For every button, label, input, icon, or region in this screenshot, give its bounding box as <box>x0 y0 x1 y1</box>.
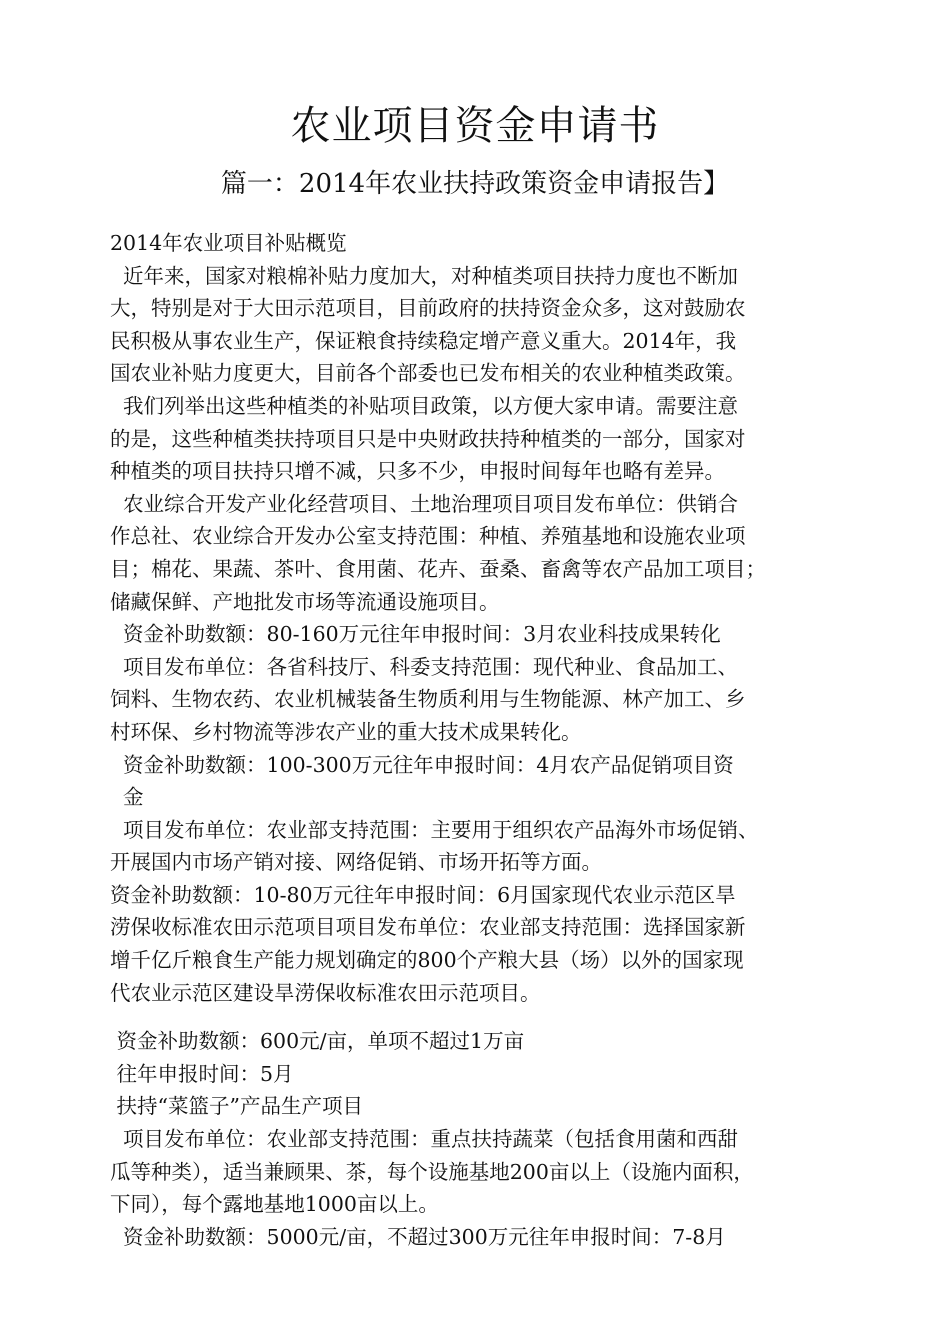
body-line: 资金补助数额：80-160万元往年申报时间：3月农业科技成果转化 <box>110 622 721 647</box>
body-line: 项目发布单位：农业部支持范围：重点扶持蔬菜（包括食用菌和西甜 <box>110 1127 739 1152</box>
body-line: 近年来，国家对粮棉补贴力度加大，对种植类项目扶持力度也不断加 <box>110 263 739 288</box>
body-line: 扶持“菜篮子”产品生产项目 <box>110 1094 363 1119</box>
body-line: 农业综合开发产业化经营项目、土地治理项目项目发布单位：供销合 <box>110 491 739 516</box>
body-line: 项目发布单位：各省科技厅、科委支持范围：现代种业、食品加工、 <box>110 654 739 679</box>
document-title: 农业项目资金申请书 <box>290 103 660 149</box>
body-line: 目；棉花、果蔬、茶叶、食用菌、花卉、蚕桑、畜禽等农产品加工项目； <box>110 556 766 581</box>
body-line: 饲料、生物农药、农业机械装备生物质利用与生物能源、林产加工、乡 <box>110 687 746 712</box>
paragraph-gap <box>110 1009 850 1025</box>
body-line: 金 <box>110 785 144 810</box>
body-line: 增千亿斤粮食生产能力规划确定的800个产粮大县（场）以外的国家现 <box>110 948 744 973</box>
body-line: 村环保、乡村物流等涉农产业的重大技术成果转化。 <box>110 719 582 744</box>
body-line: 瓜等种类），适当兼顾果、茶，每个设施基地200亩以上（设施内面积， <box>110 1159 754 1184</box>
section-heading: 2014年农业项目补贴概览 <box>110 231 347 255</box>
body-line: 资金补助数额：10-80万元往年申报时间：6月国家现代农业示范区旱 <box>110 882 736 907</box>
body-line: 涝保收标准农田示范项目项目发布单位：农业部支持范围：选择国家新 <box>110 915 746 940</box>
body-line: 下同），每个露地基地1000亩以上。 <box>110 1192 439 1217</box>
body-line: 资金补助数额：5000元/亩，不超过300万元往年申报时间：7-8月 <box>110 1224 726 1249</box>
document-subtitle: 篇一：2014年农业扶持政策资金申请报告】 <box>220 169 730 199</box>
body-line: 代农业示范区建设旱涝保收标准农田示范项目。 <box>110 980 541 1005</box>
body-line: 我们列举出这些种植类的补贴项目政策，以方便大家申请。需要注意 <box>110 393 739 418</box>
body-line: 作总社、农业综合开发办公室支持范围：种植、养殖基地和设施农业项 <box>110 524 746 549</box>
body-line: 国农业补贴力度更大，目前各个部委也已发布相关的农业种植类政策。 <box>110 361 746 386</box>
document-body <box>110 227 850 1253</box>
body-line: 资金补助数额：100-300万元往年申报时间：4月农产品促销项目资 <box>110 752 734 777</box>
body-line: 开展国内市场产销对接、网络促销、市场开拓等方面。 <box>110 850 602 875</box>
body-line: 资金补助数额：600元/亩，单项不超过1万亩 <box>110 1029 525 1054</box>
body-line: 储藏保鲜、产地批发市场等流通设施项目。 <box>110 589 500 614</box>
body-line: 往年申报时间：5月 <box>110 1061 294 1086</box>
body-line: 大，特别是对于大田示范项目，目前政府的扶持资金众多，这对鼓励农 <box>110 296 746 321</box>
body-line: 民积极从事农业生产，保证粮食持续稳定增产意义重大。2014年，我 <box>110 328 737 353</box>
body-line: 项目发布单位：农业部支持范围：主要用于组织农产品海外市场促销、 <box>110 817 759 842</box>
body-line: 种植类的项目扶持只增不减，只多不少，申报时间每年也略有差异。 <box>110 459 725 484</box>
body-line: 的是，这些种植类扶持项目只是中央财政扶持种植类的一部分，国家对 <box>110 426 746 451</box>
